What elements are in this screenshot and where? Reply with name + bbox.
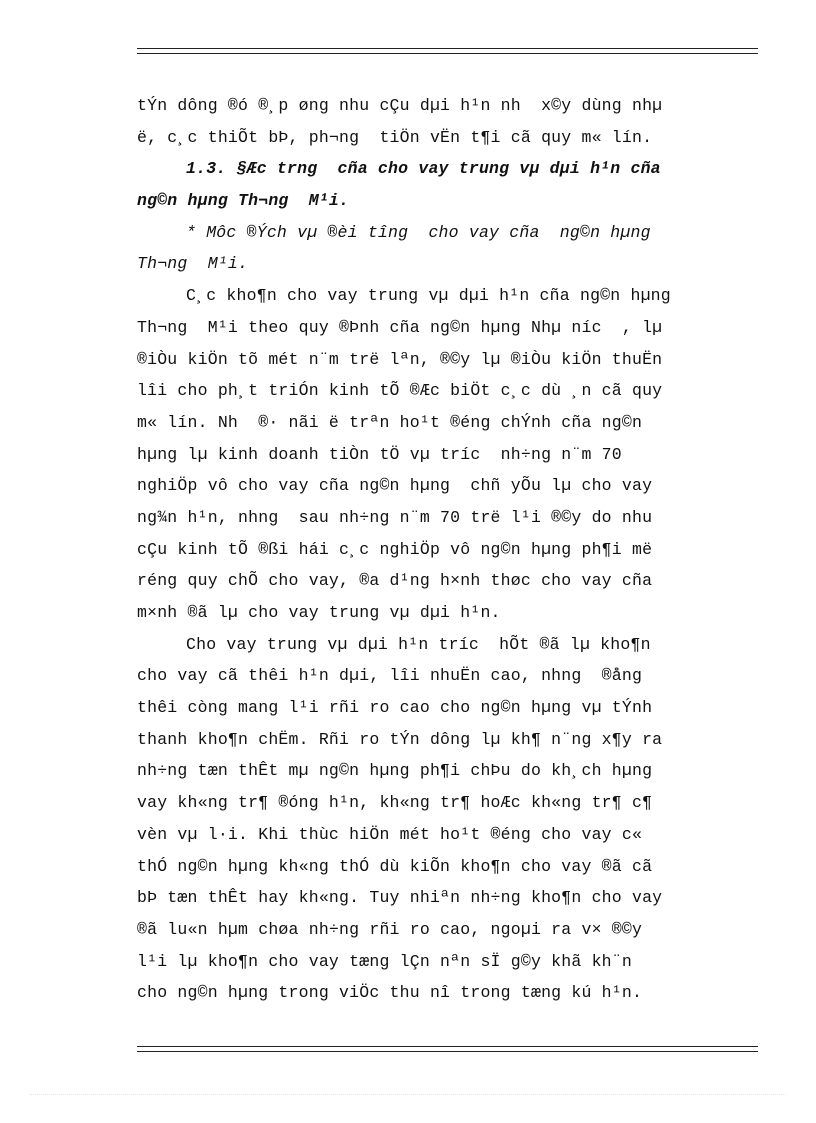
text-line: ®ã lu«n hµm chøa nh÷ng rñi ro cao, ngoµi ra v× ®©y	[137, 919, 643, 939]
text-line: hµng lµ kinh doanh tiÒn tÖ vµ tríc nh÷ng n¨m 70	[137, 444, 622, 464]
text-line: cÇu kinh tÕ ®ßi hái c¸c nghiÖp vô ng©n hµng ph¶i më	[137, 539, 653, 559]
paragraph-start: Cho vay trung vµ dµi h¹n tríc hÕt ®ã lµ kho¶n	[186, 634, 651, 654]
text-line: vay kh«ng tr¶ ®óng h¹n, kh«ng tr¶ hoÆc kh«ng tr¶ c¶	[137, 793, 653, 813]
text-line: cho vay cã thêi h¹n dµi, lîi nhuËn cao, nhng ®ång	[137, 666, 643, 686]
text-line: ®iÒu kiÖn tõ mét n¨m trë lªn, ®©y lµ ®iÒu kiÖn thuËn	[137, 349, 663, 369]
subheading: * Môc ®Ých vµ ®èi tîng cho vay cña ng©n hµng	[186, 222, 651, 242]
text-line: thÓ ng©n hµng kh«ng thÓ dù kiÕn kho¶n cho vay ®ã cã	[137, 856, 653, 876]
text-line: bÞ tæn thÊt hay kh«ng. Tuy nhiªn nh÷ng kho¶n cho vay	[137, 888, 663, 908]
paragraph-start: C¸c kho¶n cho vay trung vµ dµi h¹n cña ng©n hµng	[186, 286, 671, 306]
text-line: thêi còng mang l¹i rñi ro cao cho ng©n hµng vµ tÝnh	[137, 698, 653, 718]
text-line: réng quy chÕ cho vay, ®a d¹ng h×nh thøc cho vay cña	[137, 571, 653, 591]
subheading-continued: Th¬ng M¹i.	[137, 254, 249, 274]
text-line: ë, c¸c thiÕt bÞ, ph¬ng tiÖn vËn t¶i cã quy m« lín.	[137, 127, 653, 147]
text-line: vèn vµ l·i. Khi thùc hiÖn mét ho¹t ®éng cho vay c«	[137, 824, 643, 844]
section-heading-continued: ng©n hµng Th¬ng M¹i.	[137, 191, 350, 211]
text-line: cho ng©n hµng trong viÖc thu nî trong tæng kú h¹n.	[137, 983, 643, 1003]
text-line: m« lín. Nh ®· nãi ë trªn ho¹t ®éng chÝnh cña ng©n	[137, 412, 643, 432]
section-heading: 1.3. §Æc trng cña cho vay trung vµ dµi h¹n cña	[186, 159, 661, 179]
text-line: ng¾n h¹n, nhng sau nh÷ng n¨m 70 trë l¹i ®©y do nhu	[137, 507, 653, 527]
text-line: m×nh ®ã lµ cho vay trung vµ dµi h¹n.	[137, 603, 501, 622]
text-line: l¹i lµ kho¶n cho vay tæng lÇn nªn sÏ g©y khã kh¨n	[137, 951, 632, 971]
document-body	[137, 90, 758, 1009]
text-line: nghiÖp vô cho vay cña ng©n hµng chñ yÕu lµ cho vay	[137, 476, 653, 496]
text-line: nh÷ng tæn thÊt mµ ng©n hµng ph¶i chÞu do kh¸ch hµng	[137, 761, 653, 781]
header-rule	[137, 48, 758, 54]
text-line: thanh kho¶n chËm. Rñi ro tÝn dông lµ kh¶ n¨ng x¶y ra	[137, 729, 663, 749]
footer-rule	[137, 1046, 758, 1052]
text-line: lîi cho ph¸t triÓn kinh tÕ ®Æc biÖt c¸c dù ¸n cã quy	[137, 381, 663, 401]
text-line: Th¬ng M¹i theo quy ®Þnh cña ng©n hµng Nhµ níc , lµ	[137, 317, 663, 337]
page-edge-dots	[30, 1094, 786, 1095]
text-line: tÝn dông ®ó ®¸p øng nhu cÇu dµi h¹n nh x©y dùng nhµ	[137, 96, 663, 115]
